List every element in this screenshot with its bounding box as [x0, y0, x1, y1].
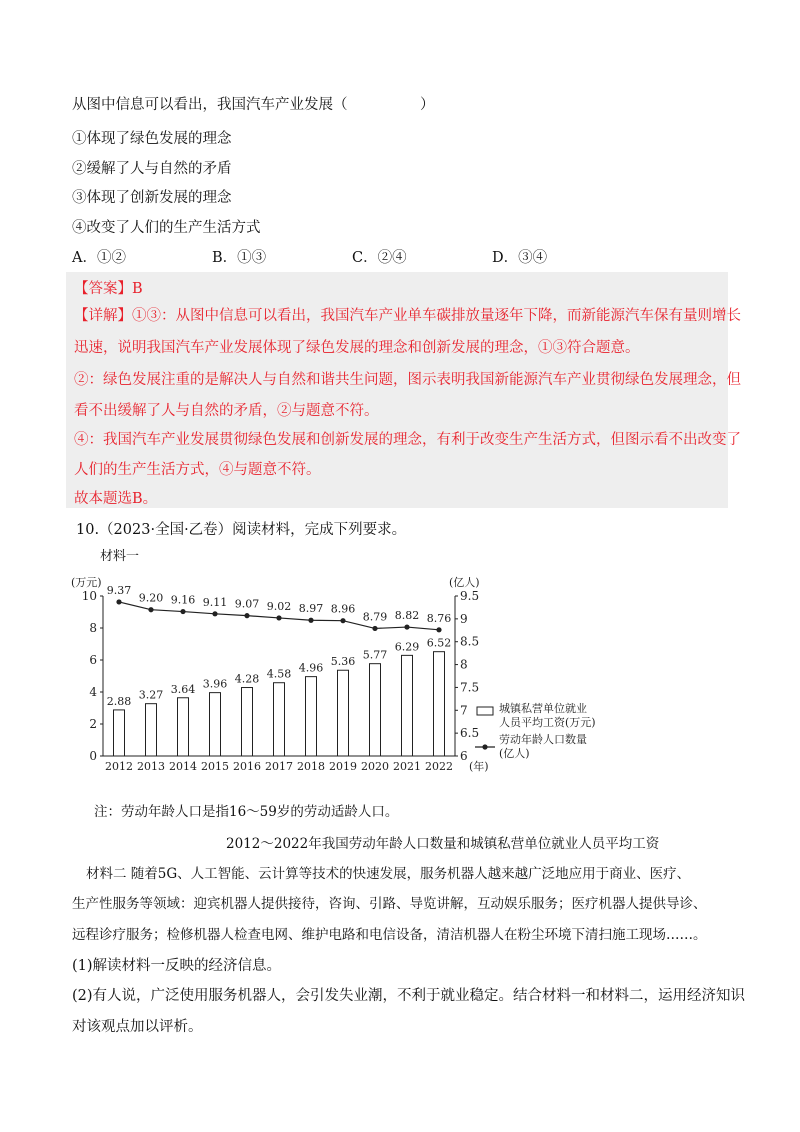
bar-data-label: 6.52	[426, 636, 452, 650]
left-axis-unit: (万元)	[71, 576, 102, 589]
option-d: D．③④	[492, 250, 548, 266]
chart-container	[60, 540, 660, 780]
left-tick-label: 4	[89, 685, 97, 699]
detail-line: 迅速，说明我国汽车产业发展体现了绿色发展的理念和创新发展的理念，①③符合题意。	[74, 340, 640, 356]
x-tick-label: 2012	[105, 760, 133, 773]
chart-note: 注：劳动年龄人口是指16～59岁的劳动适龄人口。	[94, 804, 399, 820]
left-tick-label: 0	[89, 749, 97, 763]
legend-line-marker	[482, 744, 487, 749]
legend-line-label: (亿人)	[499, 747, 530, 760]
left-tick-label: 10	[81, 589, 97, 603]
line-point	[308, 618, 313, 623]
bar-data-label: 2.88	[106, 694, 132, 708]
option-c: C．②④	[352, 250, 407, 266]
line-data-label: 9.37	[106, 583, 132, 597]
legend-bar-label: 城镇私营单位就业	[499, 702, 587, 715]
bar-data-label: 3.96	[202, 677, 228, 691]
bar	[210, 693, 221, 756]
statement-3: ③体现了创新发展的理念	[72, 190, 232, 206]
sub-question-2-cont: 对该观点加以评析。	[72, 1019, 203, 1035]
material2-line: 生产性服务等领域：迎宾机器人提供接待，咨询、引路、导览讲解，互动娱乐服务；医疗机器人提供导诊、	[72, 896, 707, 912]
bar-data-label: 4.96	[298, 661, 324, 675]
x-tick-label: 2015	[201, 760, 229, 773]
detail-line: 【详解】①③：从图中信息可以看出，我国汽车产业单车碳排放量逐年下降，而新能源汽车保有量则增长	[74, 308, 741, 324]
right-tick-label: 6.5	[460, 726, 480, 741]
line-data-label: 8.79	[362, 610, 388, 624]
x-tick-label: 2016	[233, 760, 261, 773]
right-tick-label: 8	[460, 657, 468, 672]
bar	[338, 670, 349, 756]
question10-stem: 10.（2023·全国·乙卷）阅读材料，完成下列要求。	[76, 522, 407, 538]
detail-line: 人们的生产生活方式，④与题意不符。	[74, 462, 321, 478]
x-axis-unit: (年)	[469, 760, 489, 773]
left-tick-label: 6	[89, 653, 97, 667]
legend-bar-label: 人员平均工资(万元)	[499, 716, 596, 729]
right-tick-label: 9	[460, 611, 468, 626]
bar-data-label: 3.27	[138, 688, 164, 702]
line-data-label: 8.76	[426, 611, 452, 625]
legend-line-label: 劳动年龄人口数量	[499, 733, 587, 746]
line-data-label: 8.82	[394, 609, 420, 623]
left-tick-label: 2	[89, 717, 97, 731]
bar-data-label: 5.77	[362, 648, 388, 662]
bar-data-label: 4.28	[234, 672, 260, 686]
line-data-label: 9.11	[202, 595, 228, 609]
bar	[242, 688, 253, 756]
option-b: B．①③	[212, 250, 267, 266]
answer-label: 【答案】B	[74, 281, 143, 297]
line-data-label: 9.02	[266, 599, 292, 613]
detail-line: ②：绿色发展注重的是解决人与自然和谐共生问题，图示表明我国新能源汽车产业贯彻绿色发展理念，但	[74, 372, 741, 388]
right-tick-label: 7	[460, 703, 468, 718]
bar	[306, 677, 317, 756]
bar	[114, 710, 125, 756]
sub-question-1: (1)解读材料一反映的经济信息。	[72, 958, 282, 974]
line-point	[436, 627, 441, 632]
bar-data-label: 5.36	[330, 655, 356, 669]
x-tick-label: 2021	[393, 760, 421, 773]
bar	[402, 655, 413, 756]
question-stem: 从图中信息可以看出，我国汽车产业发展（ ）	[72, 97, 435, 113]
combo-chart	[60, 540, 660, 780]
bar-data-label: 3.64	[170, 682, 196, 696]
x-tick-label: 2019	[329, 760, 357, 773]
x-tick-label: 2013	[137, 760, 165, 773]
answer-explanation-box	[66, 272, 741, 508]
statement-1: ①体现了绿色发展的理念	[72, 131, 232, 147]
conclusion: 故本题选B。	[74, 491, 158, 507]
line-point	[372, 626, 377, 631]
line-data-label: 9.07	[234, 597, 260, 611]
right-tick-label: 7.5	[460, 680, 480, 695]
bar-data-label: 6.29	[394, 640, 420, 654]
bar	[274, 683, 285, 756]
x-tick-label: 2017	[265, 760, 293, 773]
line-point	[340, 618, 345, 623]
line-point	[180, 609, 185, 614]
option-a: A．①②	[72, 250, 126, 266]
material1-label: 材料一	[100, 549, 140, 564]
line-point	[404, 624, 409, 629]
right-tick-label: 8.5	[460, 634, 480, 649]
line-point	[244, 613, 249, 618]
x-tick-label: 2022	[425, 760, 453, 773]
x-tick-label: 2018	[297, 760, 325, 773]
line-point	[276, 615, 281, 620]
line-point	[116, 599, 121, 604]
right-tick-label: 6	[460, 749, 468, 763]
statement-2: ②缓解了人与自然的矛盾	[72, 161, 232, 177]
right-axis-unit: (亿人)	[449, 576, 480, 589]
line-point	[212, 611, 217, 616]
statement-4: ④改变了人们的生产生活方式	[72, 220, 261, 236]
line-data-label: 9.20	[138, 591, 164, 605]
line-data-label: 8.97	[298, 602, 324, 616]
right-tick-label: 9.5	[460, 589, 480, 603]
line-data-label: 9.16	[170, 593, 196, 607]
line-point	[148, 607, 153, 612]
bar	[370, 664, 381, 756]
bar	[178, 698, 189, 756]
material2-line: 远程诊疗服务；检修机器人检查电网、维护电路和电信设备，清洁机器人在粉尘环境下清扫施工现场……。	[72, 927, 707, 943]
line-data-label: 8.96	[330, 602, 356, 616]
detail-line: ④：我国汽车产业发展贯彻绿色发展和创新发展的理念，有利于改变生产生活方式，但图示看不出改变了	[74, 432, 741, 448]
x-tick-label: 2014	[169, 760, 197, 773]
bar	[434, 652, 445, 756]
legend-bar-swatch	[477, 707, 493, 715]
x-tick-label: 2020	[361, 760, 389, 773]
material2-line: 材料二 随着5G、人工智能、云计算等技术的快速发展，服务机器人越来越广泛地应用于商业、医疗、	[86, 866, 691, 882]
left-tick-label: 8	[89, 621, 97, 635]
detail-line: 看不出缓解了人与自然的矛盾，②与题意不符。	[74, 403, 379, 419]
chart-caption: 2012～2022年我国劳动年龄人口数量和城镇私营单位就业人员平均工资	[226, 836, 660, 852]
bar-data-label: 4.58	[266, 667, 292, 681]
bar	[146, 704, 157, 756]
sub-question-2: (2)有人说，广泛使用服务机器人，会引发失业潮，不利于就业稳定。结合材料一和材料二，运用经济知识	[72, 988, 746, 1004]
